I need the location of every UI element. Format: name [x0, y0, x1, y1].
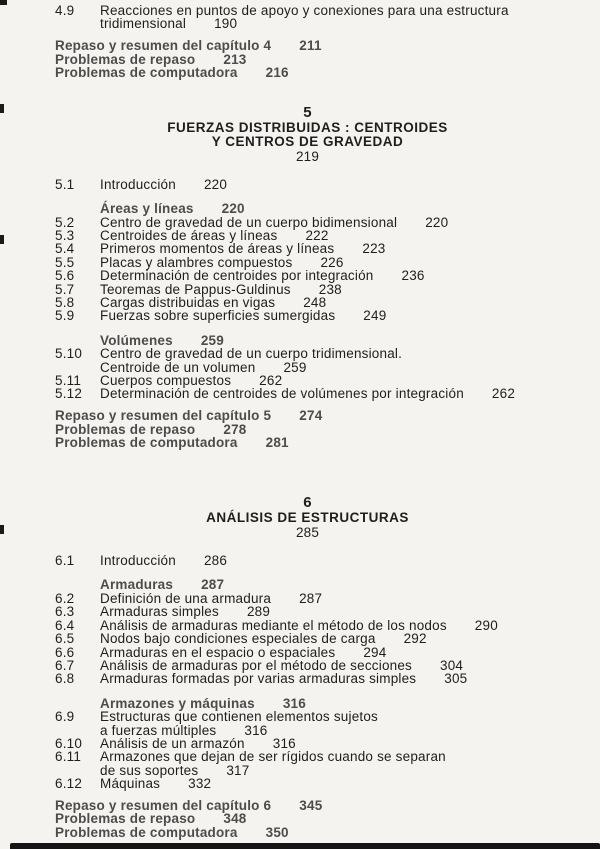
toc-entry [55, 242, 560, 255]
toc-entry [55, 178, 560, 191]
entry-title-line [100, 554, 560, 567]
entry-title-line [100, 387, 560, 400]
entry-title [100, 659, 560, 672]
entry-title-text: Determinación de centroides por integración [100, 268, 374, 284]
entry-title-text: Armaduras en el espacio o espaciales [100, 644, 336, 660]
entry-title [100, 309, 560, 322]
entry-title [100, 605, 560, 618]
entry-title-line [100, 4, 560, 17]
scan-edge-bottom [10, 843, 600, 849]
table-of-contents [55, 4, 560, 840]
toc-entry [55, 659, 560, 672]
page-number: 292 [403, 631, 427, 647]
page-number: 274 [299, 407, 323, 423]
chapter-summary-block [55, 39, 560, 80]
summary-line [55, 826, 560, 840]
entry-title-text: Análisis de un armazón [100, 735, 245, 751]
section-number: 5.7 [55, 281, 75, 297]
entry-title-line [100, 256, 560, 269]
entry-title-text: Centro de gravedad de un cuerpo tridimensional. [100, 346, 403, 362]
scan-artifact [0, 0, 7, 5]
entry-title [100, 592, 560, 605]
toc-entry [55, 592, 560, 605]
page-number: 259 [200, 332, 224, 348]
entry-title-text: Nodos bajo condiciones especiales de carga [100, 631, 376, 647]
page-number: 226 [320, 254, 344, 270]
section-number: 6.12 [55, 776, 83, 792]
toc-entry [55, 605, 560, 618]
page-number: 249 [363, 308, 387, 324]
entry-title-text: Análisis de armaduras mediante el método de los nodos [100, 617, 447, 633]
section-number: 6.1 [55, 553, 75, 569]
entry-title-line [100, 374, 560, 387]
subheader-text: Armaduras [100, 577, 174, 593]
page-number: 287 [299, 590, 323, 606]
entry-title-text: Determinación de centroides de volúmenes por integración [100, 386, 464, 402]
toc-entry [55, 737, 560, 750]
section-number: 6.6 [55, 644, 75, 660]
section-number: 5.4 [55, 241, 75, 257]
section-number: 6.10 [55, 735, 83, 751]
toc-entry [55, 216, 560, 229]
toc-entry [55, 632, 560, 645]
entry-title-line [100, 632, 560, 645]
summary-text: Problemas de computadora [55, 825, 238, 841]
entry-title-text: Definición de una armadura [100, 590, 272, 606]
entry-title [100, 4, 560, 31]
section-number: 5.9 [55, 308, 75, 324]
chapter-number: 6 [303, 494, 312, 512]
chapter-page-number: 285 [295, 525, 320, 541]
section-subheader [55, 202, 560, 215]
page-number: 220 [221, 201, 245, 217]
page-number: 304 [440, 657, 464, 673]
entry-title-line [100, 216, 560, 229]
page-number: 262 [259, 373, 283, 389]
entry-title-text: Introducción [100, 176, 176, 192]
section-number: 5.5 [55, 254, 75, 270]
section-subheader [55, 334, 560, 347]
entry-title-text: Máquinas [100, 776, 161, 792]
summary-text: Problemas de repaso [55, 811, 196, 827]
section-number: 5.3 [55, 228, 75, 244]
toc-entry [55, 646, 560, 659]
section-number: 6.3 [55, 604, 75, 620]
entry-title [100, 554, 560, 567]
page-number: 223 [362, 241, 386, 257]
page-number: 236 [401, 268, 425, 284]
entry-title-line [100, 737, 560, 750]
scan-artifact [0, 104, 4, 113]
page-number: 220 [425, 214, 449, 230]
page-number: 289 [246, 604, 271, 620]
section-number: 5.6 [55, 268, 75, 284]
summary-text: Repaso y resumen del capítulo 5 [55, 407, 272, 423]
entry-title [100, 777, 560, 790]
toc-entry [55, 269, 560, 282]
section-number: 5.12 [55, 386, 83, 402]
section-number: 6.2 [55, 590, 75, 606]
page-number: 350 [265, 825, 289, 841]
entry-title-text: Cuerpos compuestos [100, 373, 232, 389]
subheader-line [100, 202, 560, 215]
entry-title-text: de sus soportes [100, 762, 199, 778]
entry-title-line [100, 229, 560, 242]
entry-title-line [100, 347, 560, 360]
indent-spacer [55, 334, 100, 347]
section-number: 6.7 [55, 657, 75, 673]
toc-entry [55, 347, 560, 374]
page-number: 316 [244, 722, 268, 738]
page-number: 211 [299, 37, 322, 53]
entry-title-line [100, 646, 560, 659]
summary-text: Repaso y resumen del capítulo 6 [55, 797, 272, 813]
entry-title [100, 632, 560, 645]
entry-title [100, 347, 560, 374]
toc-entry [55, 256, 560, 269]
indent-spacer [55, 697, 100, 710]
entry-title-line [100, 710, 560, 723]
entry-title-text: a fuerzas múltiples [100, 722, 217, 738]
entry-title-line [100, 777, 560, 790]
toc-entry [55, 554, 560, 567]
page-number: 262 [491, 386, 516, 402]
summary-text: Repaso y resumen del capítulo 4 [55, 37, 272, 53]
entry-title-line [100, 619, 560, 632]
summary-line [55, 423, 560, 437]
toc-entry [55, 387, 560, 400]
subheader-text: Armazones y máquinas [100, 695, 255, 711]
entry-title [100, 283, 560, 296]
section-number: 6.11 [55, 749, 82, 765]
section-subheader [55, 697, 560, 710]
entry-title-text: Armazones que dejan de ser rígidos cuando se separan [100, 749, 446, 765]
section-number: 4.9 [55, 3, 75, 18]
summary-line [55, 53, 560, 67]
entry-title-line [100, 242, 560, 255]
subheader-line [100, 334, 560, 347]
summary-line [55, 812, 560, 826]
entry-title-line [100, 309, 560, 322]
entry-title-text: Reacciones en puntos de apoyo y conexiones para una estructura [100, 3, 509, 18]
entry-title-line [100, 764, 560, 777]
section-number: 5.8 [55, 295, 75, 311]
summary-line [55, 436, 560, 450]
entry-title-text: Centroide de un volumen [100, 359, 256, 375]
toc-entry [55, 309, 560, 322]
chapter-title-line: Y CENTROS DE GRAVEDAD [211, 134, 404, 149]
summary-line [55, 39, 560, 53]
scan-artifact [0, 525, 4, 534]
entry-title-text: tridimensional [100, 16, 187, 32]
toc-entry [55, 672, 560, 685]
section-number: 6.5 [55, 631, 75, 647]
section-number: 5.2 [55, 214, 75, 230]
entry-title-text: Placas y alambres compuestos [100, 254, 293, 270]
entry-title [100, 646, 560, 659]
section-number: 6.9 [55, 709, 75, 725]
scan-artifact [0, 235, 4, 244]
entry-title [100, 374, 560, 387]
page-number: 281 [265, 435, 289, 451]
chapter-heading [55, 494, 560, 540]
toc-entry [55, 777, 560, 790]
page-number: 294 [363, 644, 387, 660]
toc-entry [55, 619, 560, 632]
toc-entry [55, 229, 560, 242]
entry-title-line [100, 750, 560, 763]
page-number: 259 [283, 359, 307, 375]
indent-spacer [55, 202, 100, 215]
entry-title-text: Armaduras formadas por varias armaduras simples [100, 671, 417, 687]
entry-title-line [100, 592, 560, 605]
summary-text: Problemas de computadora [55, 435, 238, 451]
section-number: 5.10 [55, 346, 83, 362]
page-number: 317 [226, 762, 250, 778]
entry-title-line [100, 659, 560, 672]
chapter-title-line: ANÁLISIS DE ESTRUCTURAS [206, 510, 409, 526]
section-number: 5.1 [55, 176, 75, 192]
entry-title [100, 269, 560, 282]
entry-title [100, 672, 560, 685]
page-number: 286 [203, 553, 228, 569]
page-number: 220 [203, 176, 228, 192]
chapter-summary-block [55, 409, 560, 450]
entry-title-text: Estructuras que contienen elementos sujetos [100, 709, 379, 725]
entry-title-line [100, 17, 560, 30]
entry-title [100, 229, 560, 242]
page-number: 213 [223, 51, 247, 67]
section-number: 6.8 [55, 671, 75, 687]
entry-title-text: Cargas distribuidas en vigas [100, 295, 276, 311]
summary-text: Problemas de repaso [55, 421, 196, 437]
toc-entry [55, 374, 560, 387]
summary-line [55, 66, 560, 80]
entry-title-text: Teoremas de Pappus-Guldinus [100, 281, 291, 297]
entry-title-text: Primeros momentos de áreas y líneas [100, 241, 335, 257]
page-number: 216 [265, 65, 289, 81]
entry-title-line [100, 672, 560, 685]
toc-entry [55, 4, 560, 31]
section-number: 6.4 [55, 617, 75, 633]
entry-title-line [100, 283, 560, 296]
entry-title-text: Análisis de armaduras por el método de secciones [100, 657, 413, 673]
chapter-title-line: FUERZAS DISTRIBUIDAS : CENTROIDES [167, 120, 448, 136]
entry-title-text: Introducción [100, 553, 176, 569]
entry-title-line [100, 605, 560, 618]
page-number: 316 [272, 735, 296, 751]
chapter-number: 5 [303, 104, 312, 122]
subheader-line [100, 578, 560, 591]
entry-title [100, 242, 560, 255]
entry-title-line [100, 296, 560, 309]
page-number: 287 [201, 577, 225, 593]
entry-title-line [100, 724, 560, 737]
chapter-heading [55, 104, 560, 164]
toc-entry [55, 710, 560, 737]
summary-line [55, 799, 560, 813]
section-number: 5.11 [55, 373, 82, 389]
entry-title [100, 178, 560, 191]
page-number: 316 [282, 695, 306, 711]
toc-entry [55, 283, 560, 296]
page-number: 305 [444, 671, 468, 687]
page-number: 348 [223, 811, 247, 827]
summary-text: Problemas de computadora [55, 65, 238, 81]
entry-title-line [100, 361, 560, 374]
page-number: 290 [474, 617, 498, 633]
entry-title-text: Centroides de áreas y líneas [100, 228, 278, 244]
page-number: 190 [214, 16, 238, 32]
chapter-summary-block [55, 799, 560, 840]
entry-title-line [100, 269, 560, 282]
indent-spacer [55, 578, 100, 591]
entry-title [100, 296, 560, 309]
entry-title-line [100, 178, 560, 191]
entry-title-text: Centro de gravedad de un cuerpo bidimensional [100, 214, 398, 230]
summary-line [55, 409, 560, 423]
entry-title [100, 737, 560, 750]
entry-title [100, 619, 560, 632]
entry-title [100, 216, 560, 229]
summary-text: Problemas de repaso [55, 51, 196, 67]
page-number: 238 [318, 281, 342, 297]
entry-title-text: Armaduras simples [100, 604, 219, 620]
page-number: 278 [223, 421, 247, 437]
subheader-line [100, 697, 560, 710]
page-number: 345 [299, 797, 323, 813]
entry-title [100, 750, 560, 777]
entry-title [100, 387, 560, 400]
chapter-page-number: 219 [295, 148, 320, 164]
section-subheader [55, 578, 560, 591]
page-number: 248 [303, 295, 327, 311]
page-number: 332 [188, 776, 212, 792]
entry-title [100, 710, 560, 737]
page-number: 222 [305, 228, 329, 244]
toc-entry [55, 296, 560, 309]
entry-title [100, 256, 560, 269]
toc-entry [55, 750, 560, 777]
subheader-text: Volúmenes [100, 332, 173, 348]
entry-title-text: Fuerzas sobre superficies sumergidas [100, 308, 336, 324]
subheader-text: Áreas y líneas [100, 201, 194, 217]
